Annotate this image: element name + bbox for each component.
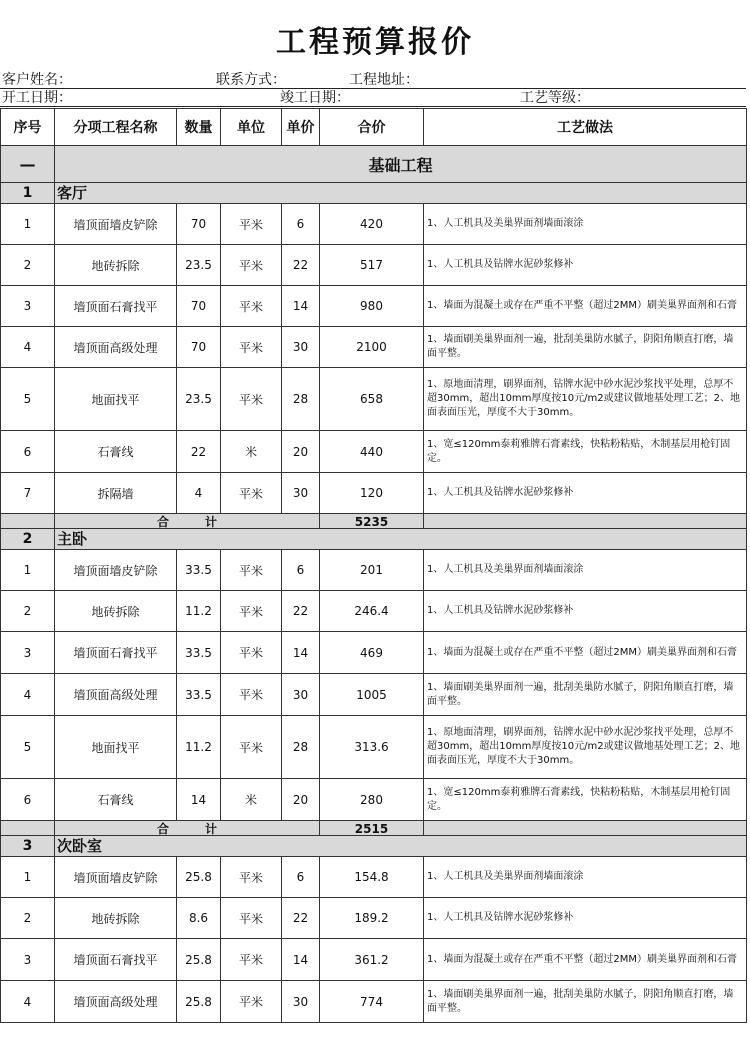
row-no: 6 xyxy=(1,779,55,821)
header-price: 单价 xyxy=(282,109,320,146)
row-no: 5 xyxy=(1,716,55,779)
subtotal-blank xyxy=(1,821,55,836)
row-price: 30 xyxy=(282,327,320,368)
row-process: 1、人工机具及钻牌水泥砂浆修补 xyxy=(424,245,747,286)
header-qty: 数量 xyxy=(177,109,221,146)
row-item: 地砖拆除 xyxy=(55,591,177,632)
row-total: 1005 xyxy=(320,674,424,716)
table-row xyxy=(1,473,747,514)
group-name: 次卧室 xyxy=(55,836,747,857)
row-item: 墙顶面石膏找平 xyxy=(55,632,177,674)
subtotal-blank xyxy=(424,821,747,836)
row-process: 1、原地面清理，刷界面剂，钻牌水泥中砂水泥沙浆找平处理，总厚不超30mm，超出10mm厚度按10元/m2或建议做地基处理工艺；2、地面表面压光，厚度不大于30mm。 xyxy=(424,368,747,431)
info-row-1 xyxy=(0,71,746,89)
row-price: 22 xyxy=(282,898,320,939)
table-row xyxy=(1,204,747,245)
table-row xyxy=(1,591,747,632)
row-unit: 平米 xyxy=(221,473,282,514)
row-no: 5 xyxy=(1,368,55,431)
subtotal-label: 合 计 xyxy=(55,821,320,836)
row-process: 1、墙面刷美巢界面剂一遍，批刮美巢防水腻子，阴阳角顺直打磨，墙面平整。 xyxy=(424,981,747,1023)
table-row xyxy=(1,327,747,368)
row-unit: 平米 xyxy=(221,245,282,286)
row-no: 2 xyxy=(1,591,55,632)
row-total: 658 xyxy=(320,368,424,431)
row-total: 2100 xyxy=(320,327,424,368)
row-process: 1、原地面清理，刷界面剂，钻牌水泥中砂水泥沙浆找平处理，总厚不超30mm，超出10mm厚度按10元/m2或建议做地基处理工艺；2、地面表面压光，厚度不大于30mm。 xyxy=(424,716,747,779)
row-item: 墙顶面墙皮铲除 xyxy=(55,204,177,245)
page-title: 工程预算报价 xyxy=(276,25,474,60)
subtotal-row xyxy=(1,821,747,836)
row-process: 1、人工机具及钻牌水泥砂浆修补 xyxy=(424,591,747,632)
table-row xyxy=(1,431,747,473)
craft-level-label: 工艺等级： xyxy=(520,90,590,106)
row-total: 774 xyxy=(320,981,424,1023)
table-row xyxy=(1,286,747,327)
row-unit: 平米 xyxy=(221,898,282,939)
row-price: 30 xyxy=(282,674,320,716)
row-no: 3 xyxy=(1,632,55,674)
row-unit: 平米 xyxy=(221,286,282,327)
row-total: 420 xyxy=(320,204,424,245)
table-row xyxy=(1,981,747,1023)
table-row xyxy=(1,368,747,431)
row-qty: 4 xyxy=(177,473,221,514)
info-row-2 xyxy=(0,89,746,107)
table-header-row xyxy=(1,109,747,146)
address-label: 工程地址： xyxy=(349,72,419,88)
row-no: 4 xyxy=(1,981,55,1023)
group-row xyxy=(1,183,747,204)
row-qty: 14 xyxy=(177,779,221,821)
start-date-label: 开工日期： xyxy=(2,90,72,106)
row-total: 201 xyxy=(320,550,424,591)
row-no: 4 xyxy=(1,327,55,368)
row-item: 石膏线 xyxy=(55,431,177,473)
row-price: 28 xyxy=(282,368,320,431)
row-price: 22 xyxy=(282,591,320,632)
row-process: 1、墙面为混凝土或存在严重不平整（超过2MM）刷美巢界面剂和石膏 xyxy=(424,632,747,674)
row-no: 1 xyxy=(1,204,55,245)
table-row xyxy=(1,716,747,779)
row-price: 6 xyxy=(282,857,320,898)
row-unit: 平米 xyxy=(221,716,282,779)
row-no: 7 xyxy=(1,473,55,514)
row-total: 361.2 xyxy=(320,939,424,981)
row-process: 1、人工机具及钻牌水泥砂浆修补 xyxy=(424,473,747,514)
row-total: 980 xyxy=(320,286,424,327)
section-no: — xyxy=(1,146,55,183)
row-no: 3 xyxy=(1,286,55,327)
row-process: 1、宽≤120mm泰莉雅牌石膏素线，快粘粉粘贴，木制基层用枪钉固定。 xyxy=(424,779,747,821)
row-process: 1、墙面刷美巢界面剂一遍，批刮美巢防水腻子，阴阳角顺直打磨，墙面平整。 xyxy=(424,674,747,716)
row-qty: 22 xyxy=(177,431,221,473)
row-price: 6 xyxy=(282,550,320,591)
subtotal-label: 合 计 xyxy=(55,514,320,529)
row-qty: 70 xyxy=(177,204,221,245)
group-no: 3 xyxy=(1,836,55,857)
row-price: 14 xyxy=(282,286,320,327)
row-unit: 平米 xyxy=(221,857,282,898)
row-total: 469 xyxy=(320,632,424,674)
subtotal-value: 2515 xyxy=(320,821,424,836)
row-item: 地砖拆除 xyxy=(55,898,177,939)
row-no: 3 xyxy=(1,939,55,981)
subtotal-blank xyxy=(1,514,55,529)
row-qty: 25.8 xyxy=(177,981,221,1023)
row-price: 30 xyxy=(282,473,320,514)
row-unit: 米 xyxy=(221,431,282,473)
header-item: 分项工程名称 xyxy=(55,109,177,146)
row-item: 地面找平 xyxy=(55,716,177,779)
row-unit: 米 xyxy=(221,779,282,821)
group-row xyxy=(1,529,747,550)
row-qty: 70 xyxy=(177,327,221,368)
row-item: 墙顶面墙皮铲除 xyxy=(55,857,177,898)
group-name: 主卧 xyxy=(55,529,747,550)
row-qty: 33.5 xyxy=(177,674,221,716)
row-process: 1、墙面刷美巢界面剂一遍，批刮美巢防水腻子，阴阳角顺直打磨，墙面平整。 xyxy=(424,327,747,368)
row-qty: 25.8 xyxy=(177,939,221,981)
row-total: 517 xyxy=(320,245,424,286)
row-total: 440 xyxy=(320,431,424,473)
row-item: 墙顶面石膏找平 xyxy=(55,286,177,327)
row-item: 墙顶面墙皮铲除 xyxy=(55,550,177,591)
row-process: 1、墙面为混凝土或存在严重不平整（超过2MM）刷美巢界面剂和石膏 xyxy=(424,939,747,981)
row-no: 1 xyxy=(1,857,55,898)
row-qty: 33.5 xyxy=(177,632,221,674)
row-unit: 平米 xyxy=(221,939,282,981)
row-process: 1、人工机具及美巢界面剂墙面滚涂 xyxy=(424,204,747,245)
row-process: 1、人工机具及钻牌水泥砂浆修补 xyxy=(424,898,747,939)
row-total: 313.6 xyxy=(320,716,424,779)
row-item: 墙顶面高级处理 xyxy=(55,674,177,716)
row-qty: 70 xyxy=(177,286,221,327)
row-process: 1、宽≤120mm泰莉雅牌石膏素线，快粘粉粘贴，木制基层用枪钉固定。 xyxy=(424,431,747,473)
row-item: 地砖拆除 xyxy=(55,245,177,286)
table-row xyxy=(1,674,747,716)
table-row xyxy=(1,550,747,591)
row-qty: 8.6 xyxy=(177,898,221,939)
row-price: 14 xyxy=(282,632,320,674)
row-unit: 平米 xyxy=(221,981,282,1023)
row-unit: 平米 xyxy=(221,632,282,674)
row-price: 20 xyxy=(282,779,320,821)
row-price: 28 xyxy=(282,716,320,779)
row-process: 1、人工机具及美巢界面剂墙面滚涂 xyxy=(424,857,747,898)
row-no: 2 xyxy=(1,245,55,286)
row-item: 墙顶面高级处理 xyxy=(55,327,177,368)
customer-name-label: 客户姓名： xyxy=(2,72,72,88)
row-unit: 平米 xyxy=(221,204,282,245)
table-row xyxy=(1,245,747,286)
subtotal-blank xyxy=(424,514,747,529)
row-qty: 23.5 xyxy=(177,245,221,286)
row-unit: 平米 xyxy=(221,591,282,632)
subtotal-row xyxy=(1,514,747,529)
header-no: 序号 xyxy=(1,109,55,146)
row-price: 6 xyxy=(282,204,320,245)
group-no: 2 xyxy=(1,529,55,550)
row-price: 20 xyxy=(282,431,320,473)
section-name: 基础工程 xyxy=(55,146,747,183)
row-total: 189.2 xyxy=(320,898,424,939)
row-unit: 平米 xyxy=(221,550,282,591)
row-total: 246.4 xyxy=(320,591,424,632)
row-qty: 33.5 xyxy=(177,550,221,591)
row-price: 22 xyxy=(282,245,320,286)
row-price: 14 xyxy=(282,939,320,981)
row-total: 154.8 xyxy=(320,857,424,898)
group-row xyxy=(1,836,747,857)
group-name: 客厅 xyxy=(55,183,747,204)
row-qty: 11.2 xyxy=(177,716,221,779)
row-process: 1、墙面为混凝土或存在严重不平整（超过2MM）刷美巢界面剂和石膏 xyxy=(424,286,747,327)
header-total: 合价 xyxy=(320,109,424,146)
contact-label: 联系方式： xyxy=(216,72,286,88)
row-item: 墙顶面石膏找平 xyxy=(55,939,177,981)
row-qty: 23.5 xyxy=(177,368,221,431)
row-total: 280 xyxy=(320,779,424,821)
budget-table xyxy=(0,108,747,1023)
row-qty: 11.2 xyxy=(177,591,221,632)
row-price: 30 xyxy=(282,981,320,1023)
row-unit: 平米 xyxy=(221,327,282,368)
subtotal-value: 5235 xyxy=(320,514,424,529)
table-row xyxy=(1,939,747,981)
row-no: 1 xyxy=(1,550,55,591)
row-qty: 25.8 xyxy=(177,857,221,898)
header-unit: 单位 xyxy=(221,109,282,146)
row-item: 墙顶面高级处理 xyxy=(55,981,177,1023)
row-item: 石膏线 xyxy=(55,779,177,821)
row-no: 6 xyxy=(1,431,55,473)
row-process: 1、人工机具及美巢界面剂墙面滚涂 xyxy=(424,550,747,591)
section-row xyxy=(1,146,747,183)
header-process: 工艺做法 xyxy=(424,109,747,146)
table-row xyxy=(1,857,747,898)
row-unit: 平米 xyxy=(221,368,282,431)
row-item: 地面找平 xyxy=(55,368,177,431)
row-unit: 平米 xyxy=(221,674,282,716)
row-total: 120 xyxy=(320,473,424,514)
table-row xyxy=(1,898,747,939)
row-item: 拆隔墙 xyxy=(55,473,177,514)
row-no: 2 xyxy=(1,898,55,939)
row-no: 4 xyxy=(1,674,55,716)
table-row xyxy=(1,632,747,674)
finish-date-label: 竣工日期： xyxy=(280,90,350,106)
group-no: 1 xyxy=(1,183,55,204)
table-row xyxy=(1,779,747,821)
